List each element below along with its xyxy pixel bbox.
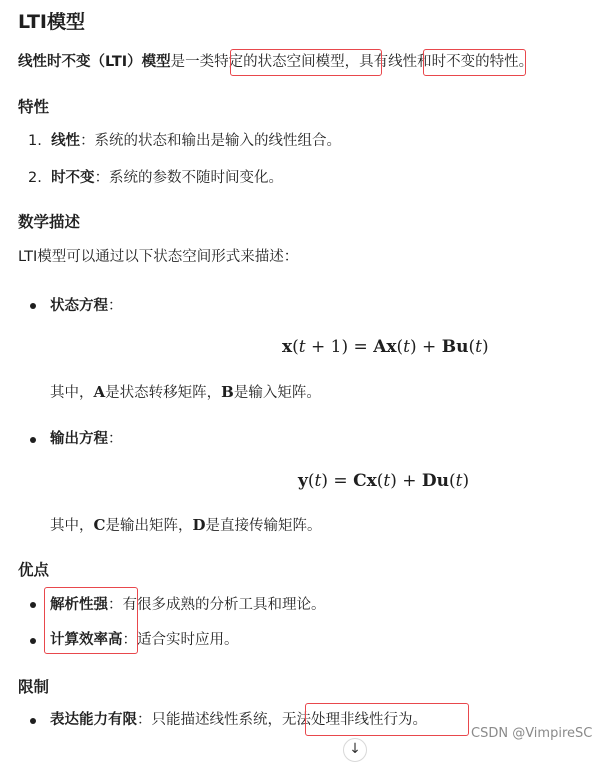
advantage-desc: ：适合实时应用。: [122, 632, 239, 648]
list-number: 1.: [28, 133, 42, 149]
output-equation-note: [50, 514, 321, 536]
eq-symbol: u: [456, 337, 469, 357]
eq-symbol: (: [292, 337, 299, 357]
advantage-term: 计算效率高: [50, 632, 123, 648]
bullet: [30, 303, 36, 309]
note-text: 是输入矩阵。: [233, 385, 321, 401]
eq-symbol: D: [421, 471, 437, 491]
highlight-box-nonlinear: [305, 703, 469, 736]
eq-symbol: (: [307, 471, 315, 491]
eq-symbol: x: [282, 337, 293, 357]
advantage-desc: ：有很多成熟的分析工具和理论。: [108, 597, 326, 613]
limit-desc: ：只能描述线性系统，: [137, 712, 282, 728]
limit-term: 表达能力有限: [50, 712, 137, 728]
eq-symbol: ) +: [410, 337, 442, 357]
bullet: [30, 437, 36, 443]
note-text: 是直接传输矩阵。: [205, 518, 322, 534]
bullet: [30, 638, 36, 644]
limit-box-text: 无法处理非线性行为: [282, 712, 413, 728]
output-equation-label: [50, 429, 123, 449]
eq-symbol: (: [376, 471, 384, 491]
eq-symbol: t: [403, 337, 411, 357]
feature-term: 线性: [51, 133, 81, 149]
intro-text-3: 的特性。: [475, 54, 534, 70]
highlight-box-state-space: [230, 49, 382, 76]
eq-symbol: t: [455, 471, 463, 491]
output-equation-term: 输出方程: [50, 431, 108, 447]
eq-symbol: (: [396, 337, 404, 357]
matrix-symbol: A: [93, 383, 106, 401]
eq-symbol: t: [314, 471, 322, 491]
math-desc-intro: LTI模型可以通过以下状态空间形式来描述：: [18, 249, 299, 265]
intro-term: 线性时不变（LTI）模型: [18, 54, 171, 70]
state-equation-label: [50, 296, 123, 316]
colon: ：: [108, 431, 123, 447]
features-item-2: [28, 168, 283, 188]
scroll-down-button[interactable]: ↓: [343, 738, 367, 762]
matrix-symbol: D: [192, 516, 206, 534]
advantages-heading: 优点: [18, 561, 50, 579]
state-equation: [282, 336, 489, 358]
eq-symbol: ) =: [321, 471, 354, 491]
highlight-box-advantages: [44, 587, 138, 654]
eq-symbol: ) +: [390, 471, 422, 491]
feature-term: 时不变: [51, 170, 95, 186]
advantage-term: 解析性强: [50, 597, 108, 613]
eq-symbol: (: [449, 471, 456, 491]
eq-symbol: ): [462, 471, 470, 491]
eq-symbol: + 1) =: [305, 337, 374, 357]
intro-box-2-text: 线性和时不变: [388, 54, 476, 70]
note-prefix: 其中，: [50, 518, 94, 534]
list-number: 2.: [28, 170, 42, 186]
eq-symbol: x: [386, 337, 397, 357]
limit-end: 。: [412, 712, 427, 728]
math-desc-heading: 数学描述: [18, 213, 81, 231]
eq-symbol: t: [383, 471, 391, 491]
state-equation-term: 状态方程: [50, 298, 108, 314]
eq-symbol: x: [366, 471, 377, 491]
feature-desc: ：系统的参数不随时间变化。: [94, 170, 284, 186]
note-prefix: 其中，: [50, 385, 94, 401]
intro-text-2: ，具有: [344, 54, 389, 70]
csdn-watermark: CSDN @VimpireSC: [471, 726, 593, 741]
bullet: [30, 718, 36, 724]
bullet: [30, 602, 36, 608]
features-item-1: [28, 131, 341, 151]
limits-heading: 限制: [18, 678, 50, 696]
highlight-box-linear-time-invariant: [423, 49, 526, 76]
eq-symbol: (: [468, 337, 476, 357]
colon: ：: [108, 298, 123, 314]
eq-symbol: u: [436, 471, 450, 491]
eq-symbol: ): [481, 337, 489, 357]
note-text: 是状态转移矩阵，: [105, 385, 222, 401]
eq-symbol: B: [441, 337, 457, 357]
matrix-symbol: C: [93, 516, 106, 534]
feature-desc: ：系统的状态和输出是输入的线性组合。: [80, 133, 342, 149]
state-equation-note: [50, 381, 321, 403]
eq-symbol: A: [373, 337, 387, 357]
intro-box-1-text: 特定的状态空间模型: [214, 54, 345, 70]
eq-symbol: t: [298, 337, 306, 357]
eq-symbol: t: [475, 337, 482, 357]
eq-symbol: y: [298, 471, 308, 491]
output-equation: [298, 470, 469, 492]
intro-text-1: 是一类: [170, 54, 215, 70]
features-heading: 特性: [18, 98, 50, 116]
page-title: LTI模型: [18, 11, 85, 33]
eq-symbol: C: [353, 471, 367, 491]
note-text: 是输出矩阵，: [105, 518, 193, 534]
matrix-symbol: B: [221, 383, 234, 401]
